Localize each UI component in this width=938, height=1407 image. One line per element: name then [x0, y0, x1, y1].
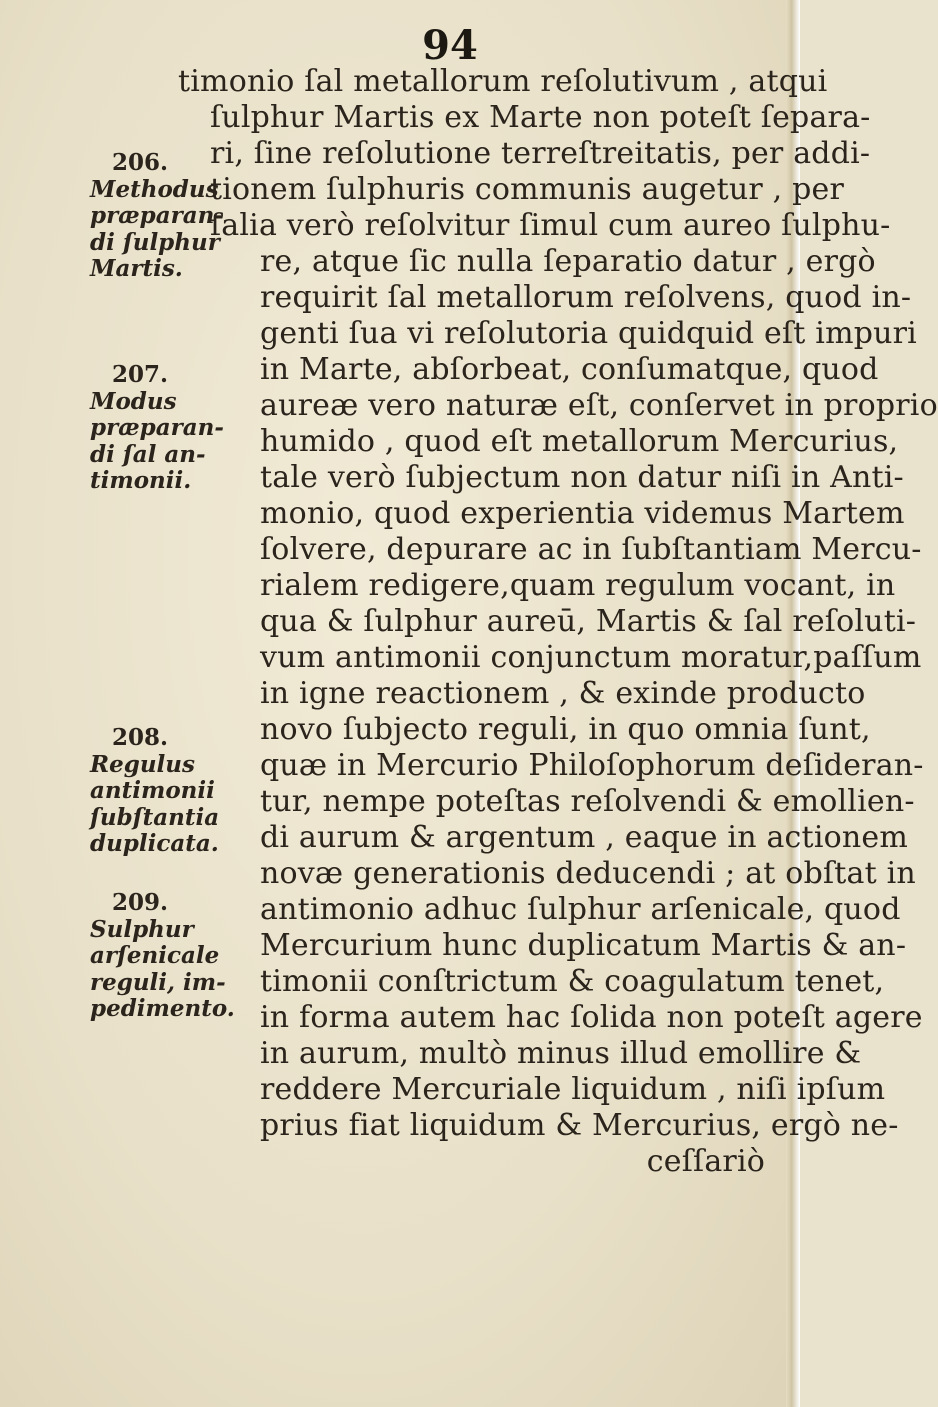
margin-note-line: di ſal an- — [90, 440, 206, 468]
text-line: quæ in Mercurio Philoſophorum deſideran- — [260, 748, 924, 783]
text-line: prius fiat liquidum & Mercurius, ergò ne- — [260, 1108, 899, 1143]
text-line: di aurum & argentum , eaque in actionem — [260, 820, 908, 855]
text-line: in forma autem hac ſolida non poteſt agere — [260, 1000, 923, 1035]
text-line: vum antimonii conjunctum moratur,paſſum — [260, 640, 922, 675]
text-line: Mercurium hunc duplicatum Martis & an- — [260, 928, 907, 963]
text-line: tionem ſulphuris communis augetur , per — [210, 172, 845, 207]
margin-note-line: reguli, im- — [90, 968, 226, 996]
margin-note-line: arſenicale — [90, 942, 220, 969]
text-line: ri, ſine reſolutione terreſtreitatis, per addi- — [210, 136, 871, 171]
margin-note-line: pedimento. — [90, 995, 235, 1022]
text-line: in aurum, multò minus illud emollire & — [260, 1036, 862, 1071]
margin-note-line: Sulphur — [90, 915, 194, 943]
text-line: monio, quod experientia videmus Martem — [260, 496, 905, 531]
margin-note-line: Martis. — [90, 255, 183, 282]
text-line: reddere Mercuriale liquidum , niſi ipſum — [260, 1072, 886, 1107]
margin-note-number: 208. — [112, 724, 169, 751]
margin-note-line: ſubſtantia — [90, 803, 220, 831]
text-line: ſolvere, depurare ac in ſubſtantiam Mercu- — [260, 532, 922, 567]
margin-note-line: præparan- — [90, 202, 224, 229]
margin-note-line: antimonii — [90, 777, 215, 804]
text-line: in Marte, abſorbeat, conſumatque, quod — [260, 352, 879, 387]
margin-note-line: di ſulphur — [90, 228, 220, 256]
text-line: in igne reactionem , & exinde producto — [260, 676, 866, 711]
text-line: aureæ vero naturæ eſt, conſervet in proprio — [260, 388, 938, 423]
text-line: timonio ſal metallorum reſolutivum , atqui — [178, 64, 828, 99]
text-line: humido , quod eſt metallorum Mercurius, — [260, 424, 899, 459]
text-line: qua & ſulphur aureū, Martis & ſal reſoluti- — [260, 604, 917, 639]
text-line: genti ſua vi reſolutoria quidquid eſt impuri — [260, 316, 917, 351]
text-line: ſulphur Martis ex Marte non poteſt ſepara- — [210, 100, 871, 135]
text-line: tur, nempe poteſtas reſolvendi & emollien- — [260, 784, 915, 819]
margin-note-number: 206. — [112, 149, 169, 176]
body-text — [150, 64, 938, 1180]
text-line: rialem redigere,quam regulum vocant, in — [260, 568, 896, 603]
margin-note-line: duplicata. — [90, 830, 219, 857]
text-line: requirit ſal metallorum reſolvens, quod in- — [260, 280, 912, 315]
margin-note-line: Methodus — [90, 175, 219, 203]
margin-note-line: timonii. — [90, 467, 192, 494]
text-line: re, atque ſic nulla ſeparatio datur , ergò — [260, 244, 876, 279]
text-line: tale verò ſubjectum non datur niſi in Anti- — [260, 460, 904, 495]
margin-note-line: præparan- — [90, 414, 224, 441]
text-line: ſalia verò reſolvitur ſimul cum aureo ſulphu- — [210, 208, 891, 243]
text-line: antimonio adhuc ſulphur arſenicale, quod — [260, 892, 901, 927]
text-line: novo ſubjecto reguli, in quo omnia ſunt, — [260, 712, 871, 747]
margin-note-number: 209. — [112, 889, 169, 916]
page-number: 94 — [422, 22, 478, 69]
text-line: timonii conſtrictum & coagulatum tenet, — [260, 964, 885, 999]
text-line: novæ generationis deducendi ; at obſtat in — [260, 856, 916, 891]
margin-note-line: Regulus — [90, 750, 195, 778]
margin-note-number: 207. — [112, 361, 169, 388]
margin-note-line: Modus — [90, 387, 177, 415]
text-line: ceſſariò — [646, 1144, 765, 1179]
